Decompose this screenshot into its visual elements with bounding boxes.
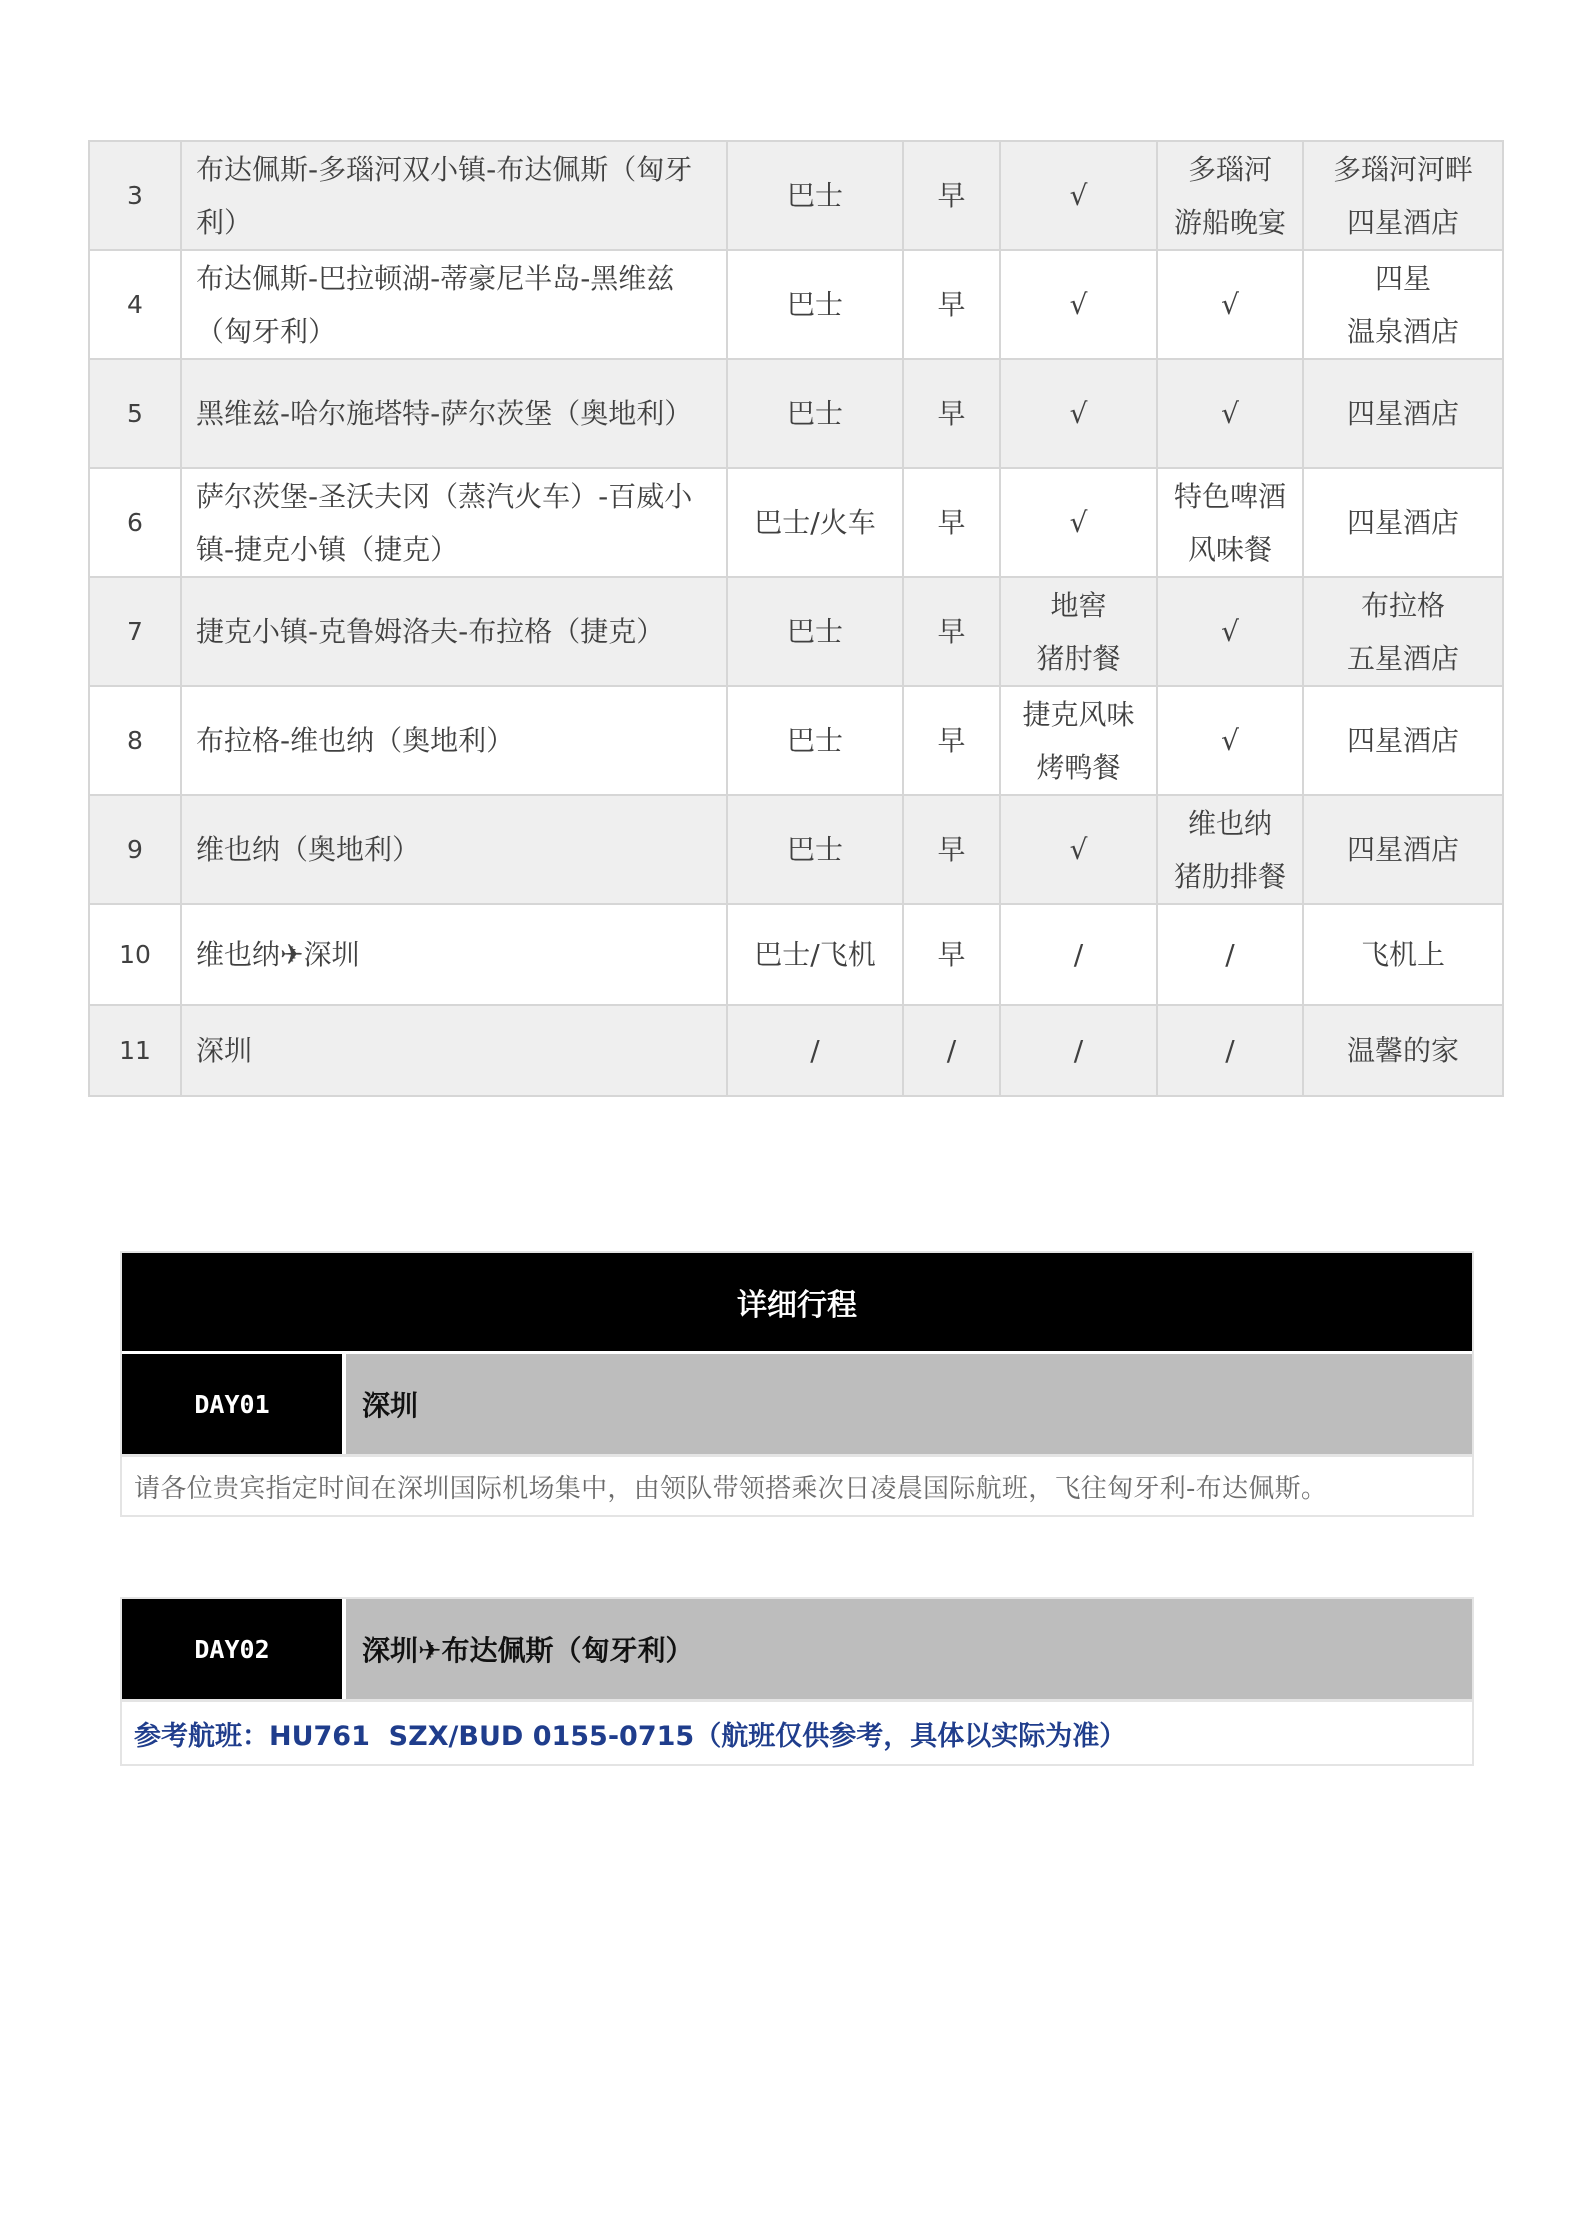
itinerary-row-day-9 bbox=[89, 795, 1503, 904]
route-line-1: 布达佩斯-巴拉顿湖-蒂豪尼半岛-黑维兹 bbox=[196, 261, 675, 295]
breakfast-cell: 早 bbox=[903, 795, 1000, 904]
dinner-cell: / bbox=[1157, 904, 1303, 1005]
day-number: 4 bbox=[89, 250, 181, 359]
dinner-line-2: 风味餐 bbox=[1187, 532, 1272, 566]
itinerary-row-day-11 bbox=[89, 1005, 1503, 1096]
itinerary-row-day-8 bbox=[89, 686, 1503, 795]
lunch-line-1: 捷克风味 bbox=[1022, 697, 1135, 731]
lunch-cell: √ bbox=[1000, 795, 1157, 904]
transport-cell: 巴士 bbox=[727, 250, 903, 359]
hotel-cell: 温馨的家 bbox=[1303, 1005, 1503, 1096]
lunch-cell: / bbox=[1000, 904, 1157, 1005]
hotel-cell: 四星酒店 bbox=[1303, 468, 1503, 577]
lunch-cell: √ bbox=[1000, 468, 1157, 577]
transport-cell: / bbox=[727, 1005, 903, 1096]
breakfast-cell: 早 bbox=[903, 904, 1000, 1005]
breakfast-cell: / bbox=[903, 1005, 1000, 1096]
dinner-cell: / bbox=[1157, 1005, 1303, 1096]
day02-section bbox=[120, 1597, 1474, 1766]
day-number: 8 bbox=[89, 686, 181, 795]
itinerary-row-day-3 bbox=[89, 141, 1503, 250]
day02-header bbox=[122, 1599, 1472, 1699]
route-cell bbox=[181, 141, 727, 250]
day02-title: 深圳✈布达佩斯（匈牙利） bbox=[346, 1599, 1472, 1699]
day01-section bbox=[120, 1251, 1474, 1517]
lunch-cell: / bbox=[1000, 1005, 1157, 1096]
route-line-2: （匈牙利） bbox=[196, 314, 337, 348]
day-number: 7 bbox=[89, 577, 181, 686]
itinerary-row-day-4 bbox=[89, 250, 1503, 359]
transport-cell: 巴士 bbox=[727, 795, 903, 904]
day01-label: DAY01 bbox=[122, 1354, 342, 1454]
transport-cell: 巴士 bbox=[727, 686, 903, 795]
dinner-cell: √ bbox=[1157, 577, 1303, 686]
itinerary-row-day-5 bbox=[89, 359, 1503, 468]
day01-header bbox=[122, 1354, 1472, 1454]
lunch-cell bbox=[1000, 686, 1157, 795]
route-cell: 维也纳（奥地利） bbox=[181, 795, 727, 904]
hotel-cell: 四星酒店 bbox=[1303, 795, 1503, 904]
breakfast-cell: 早 bbox=[903, 359, 1000, 468]
lunch-cell: √ bbox=[1000, 141, 1157, 250]
day-number: 6 bbox=[89, 468, 181, 577]
day-number: 11 bbox=[89, 1005, 181, 1096]
day-number: 10 bbox=[89, 904, 181, 1005]
day02-label: DAY02 bbox=[122, 1599, 342, 1699]
dinner-line-1: 多瑙河 bbox=[1187, 152, 1272, 186]
hotel-line-1: 多瑙河河畔 bbox=[1332, 152, 1473, 186]
hotel-cell: 四星酒店 bbox=[1303, 359, 1503, 468]
itinerary-table bbox=[88, 140, 1504, 1097]
route-line-2: 镇-捷克小镇（捷克） bbox=[196, 532, 459, 566]
day-number: 3 bbox=[89, 141, 181, 250]
transport-cell: 巴士/火车 bbox=[727, 468, 903, 577]
route-cell: 捷克小镇-克鲁姆洛夫-布拉格（捷克） bbox=[181, 577, 727, 686]
breakfast-cell: 早 bbox=[903, 686, 1000, 795]
lunch-cell bbox=[1000, 577, 1157, 686]
route-cell: 布拉格-维也纳（奥地利） bbox=[181, 686, 727, 795]
itinerary-row-day-7 bbox=[89, 577, 1503, 686]
dinner-line-1: 特色啤酒 bbox=[1173, 479, 1286, 513]
dinner-cell bbox=[1157, 468, 1303, 577]
lunch-line-2: 猪肘餐 bbox=[1036, 641, 1121, 675]
breakfast-cell: 早 bbox=[903, 141, 1000, 250]
lunch-line-1: 地窖 bbox=[1050, 588, 1107, 622]
dinner-cell: √ bbox=[1157, 359, 1303, 468]
breakfast-cell: 早 bbox=[903, 250, 1000, 359]
route-line-1: 布达佩斯-多瑙河双小镇-布达佩斯（匈牙 bbox=[196, 152, 693, 186]
transport-cell: 巴士 bbox=[727, 577, 903, 686]
dinner-line-2: 猪肋排餐 bbox=[1173, 859, 1286, 893]
route-line-1: 萨尔茨堡-圣沃夫冈（蒸汽火车）-百威小 bbox=[196, 479, 693, 513]
day01-title: 深圳 bbox=[346, 1354, 1472, 1454]
route-cell: 黑维兹-哈尔施塔特-萨尔茨堡（奥地利） bbox=[181, 359, 727, 468]
itinerary-row-day-6 bbox=[89, 468, 1503, 577]
hotel-line-2: 温泉酒店 bbox=[1346, 314, 1459, 348]
route-cell: 深圳 bbox=[181, 1005, 727, 1096]
route-cell bbox=[181, 250, 727, 359]
lunch-cell: √ bbox=[1000, 359, 1157, 468]
transport-cell: 巴士 bbox=[727, 359, 903, 468]
transport-cell: 巴士 bbox=[727, 141, 903, 250]
hotel-cell bbox=[1303, 141, 1503, 250]
hotel-line-1: 四星 bbox=[1374, 261, 1431, 295]
route-cell bbox=[181, 468, 727, 577]
breakfast-cell: 早 bbox=[903, 577, 1000, 686]
dinner-cell bbox=[1157, 141, 1303, 250]
itinerary-row-day-10 bbox=[89, 904, 1503, 1005]
hotel-cell bbox=[1303, 250, 1503, 359]
day-number: 9 bbox=[89, 795, 181, 904]
lunch-cell: √ bbox=[1000, 250, 1157, 359]
day01-description: 请各位贵宾指定时间在深圳国际机场集中，由领队带领搭乘次日凌晨国际航班，飞往匈牙利-布达佩斯。 bbox=[122, 1454, 1472, 1515]
transport-cell: 巴士/飞机 bbox=[727, 904, 903, 1005]
hotel-line-2: 五星酒店 bbox=[1346, 641, 1459, 675]
dinner-cell bbox=[1157, 795, 1303, 904]
detail-banner-title: 详细行程 bbox=[122, 1253, 1472, 1354]
route-line-2: 利） bbox=[196, 205, 253, 239]
dinner-line-1: 维也纳 bbox=[1187, 806, 1272, 840]
day-number: 5 bbox=[89, 359, 181, 468]
hotel-cell: 四星酒店 bbox=[1303, 686, 1503, 795]
dinner-line-2: 游船晚宴 bbox=[1173, 205, 1286, 239]
day02-flight-note: 参考航班：HU761 SZX/BUD 0155-0715（航班仅供参考，具体以实际为准） bbox=[122, 1699, 1472, 1764]
dinner-cell: √ bbox=[1157, 686, 1303, 795]
breakfast-cell: 早 bbox=[903, 468, 1000, 577]
lunch-line-2: 烤鸭餐 bbox=[1036, 750, 1121, 784]
dinner-cell: √ bbox=[1157, 250, 1303, 359]
hotel-cell bbox=[1303, 577, 1503, 686]
hotel-cell: 飞机上 bbox=[1303, 904, 1503, 1005]
hotel-line-1: 布拉格 bbox=[1360, 588, 1445, 622]
route-cell: 维也纳✈深圳 bbox=[181, 904, 727, 1005]
hotel-line-2: 四星酒店 bbox=[1346, 205, 1459, 239]
